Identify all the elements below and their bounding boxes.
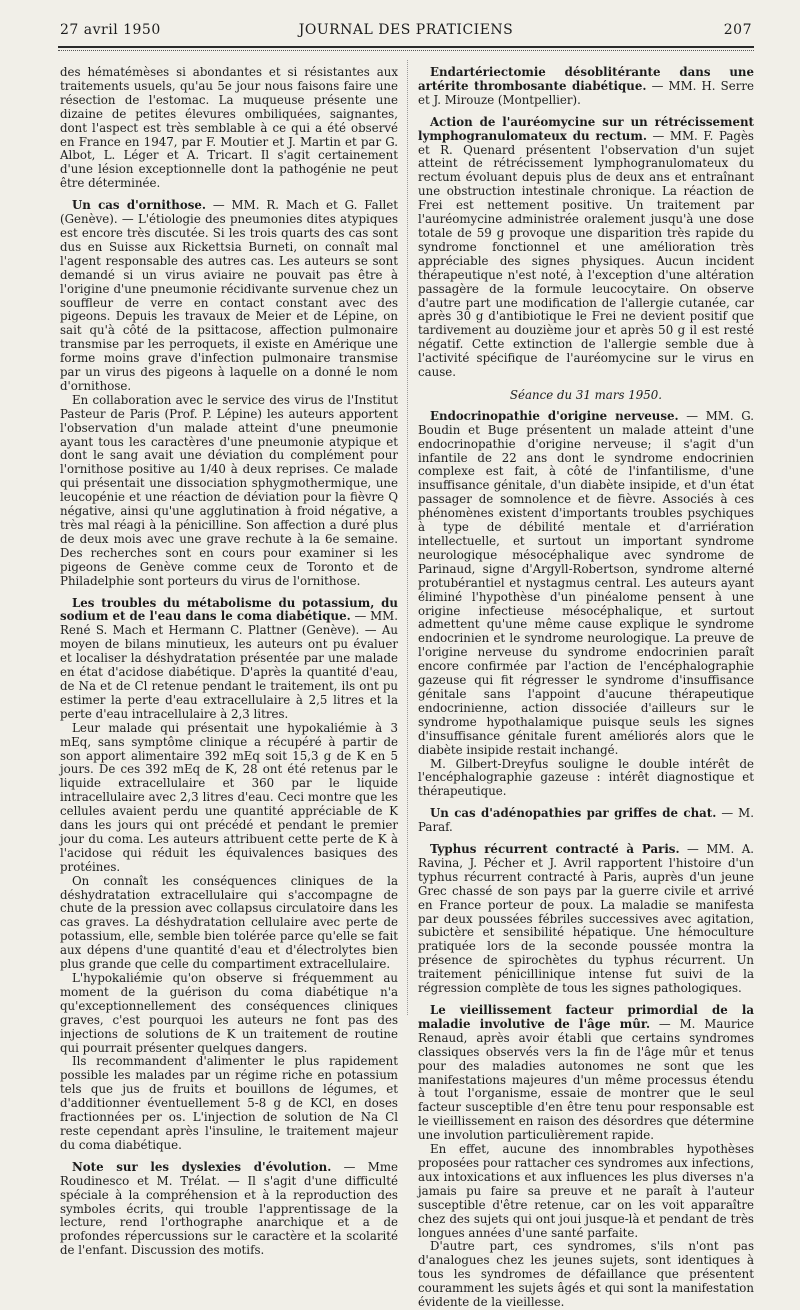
article-text: — MM. H. Serre et J. Mirouze (Montpellier). [418, 78, 754, 107]
page-number: 207 [723, 22, 752, 38]
page-header [60, 22, 752, 44]
journal-title: JOURNAL DES PRATICIENS [298, 22, 514, 38]
article-text: — MM. G. Boudin et Buge présentent un malade atteint d'une endocrinopathie d'origine nerveuse; il s'agit d'un infantile de 22 ans dont le syndrome endocrinien complexe est fait, à côté de l'infantilisme, d'une insuffisance génitale, d'un diabète insipide, et d'un état passager de somnolence et de fièvre. Associés à ces phénomènes existent d'importants troubles psychiques à type de débilité mentale et d'arriération intellectuelle, et surtout un important syndrome neurologique mésocéphalique avec syndrome de Parinaud, signe d'Argyll-Robertson, syndrome alterné protubérantiel et nystagmus central. Les auteurs ayant éliminé l'hypothèse d'un pinéalome pensent à une origine infectieuse mésocéphalique, et surtout admettent qu'une même cause explique le syndrome endocrinien et le syndrome neurologique. La preuve de l'origine nerveuse du syndrome endocrinien paraît encore confirmée par l'action de l'encéphalographie gazeuse qui fit régresser le syndrome d'insuffisance génitale sans l'appoint d'aucune thérapeutique endocrinienne, action dissociée d'ailleurs sur le syndrome hypothalamique puisque seuls les signes d'insuffisance génitale furent améliorés alors que le diabète insipide restait inchangé. [418, 408, 755, 757]
article-title: Un cas d'adénopathies par griffes de chat. [430, 806, 717, 821]
article-vieillissement [418, 1004, 754, 1143]
article-text: — MM. F. Pagès et R. Quenard présentent l'observation d'un sujet atteint de rétrécissement lymphogranulomateux du rectum évoluant depuis plus de deux ans et entraînant une obstruction intestinale chronique. La réaction de Frei est nettement positive. Un traitement par l'auréomycine administrée oralement jusqu'à une dose totale de 59 g provoque une disparition très rapide du syndrome fonctionnel et une amélioration très appréciable des signes physiques. Aucun incident thérapeutique n'est noté, à l'exception d'une altération passagère de la formule leucocytaire. On observe d'autre part une modification de l'allergie cutanée, car après 30 g d'antibiotique le Frei ne devient positif que tardivement au douzième jour et après 50 g il est resté négatif. Cette extinction de l'allergie semble due à l'activité spécifique de l'auréomycine sur le virus en cause. [418, 128, 754, 380]
article-aureomycine [418, 116, 754, 380]
article-ornithose [60, 199, 398, 394]
article-dyslexies [60, 1161, 398, 1258]
article-text: — Mme Roudinesco et M. Trélat. — Il s'agit d'une difficulté spéciale à la compréhension et à la reproduction des symboles écrits, qui trouble l'apprentissage de la lecture, rend l'orthographe anarchique et a de profondes répercussions sur le caractère et la scolarité de l'enfant. Discussion des motifs. [60, 1159, 398, 1258]
header-dotted-rule [58, 50, 754, 51]
article-title: Endocrinopathie d'origine nerveuse. [430, 408, 679, 423]
paragraph: On connaît les conséquences cliniques de la déshydratation extracellulaire qui s'accompagne de chute de la pression avec collapsus circulatoire dans les cas graves. La déshydratation cellulaire avec perte de potassium, elle, semble bien tolérée parce qu'elle se fait aux dépens d'une quantité d'eau et d'électrolytes bien plus grande que celle du compartiment extracellulaire. [60, 873, 398, 972]
article-title: Endartériectomie désoblitérante dans une artérite thrombosante diabétique. [418, 65, 754, 93]
article-title: Les troubles du métabolisme du potassium, du sodium et de l'eau dans le coma diabétique. [60, 595, 398, 624]
article-endocrinopathie [418, 410, 754, 758]
left-column [60, 66, 398, 1258]
paragraph: Ils recommandent d'alimenter le plus rapidement possible les malades par un régime riche en potassium tels que jus de fruits et bouillons de légumes, et d'additionner éventuellement 5-8 g de KCl, en doses fractionnées per os. L'injection de solution de Na Cl reste cependant après l'insuline, le traitement majeur du coma diabétique. [60, 1054, 398, 1152]
session-heading: Séance du 31 mars 1950. [509, 387, 663, 402]
paragraph: D'autre part, ces syndromes, s'ils n'ont pas d'analogues chez les jeunes sujets, sont identiques à tous les syndromes de défaillance que présentent couramment les sujets âgés et qui sont la manifestation évidente de la vieillesse. [418, 1239, 754, 1310]
article-title: Un cas d'ornithose. [72, 198, 206, 213]
header-rule [58, 46, 754, 48]
paragraph: En effet, aucune des innombrables hypothèses proposées pour rattacher ces syndromes aux infections, aux intoxications et aux influences les plus diverses n'a jamais pu faire sa preuve et ne paraît à l'auteur susceptible d'être retenue, car on les voit apparaître chez des sujets qui ont joui jusque-là et pendant de très longues années d'une santé parfaite. [418, 1142, 754, 1240]
article-text: — MM. A. Ravina, J. Pécher et J. Avril rapportent l'histoire d'un typhus récurrent contracté à Paris, auprès d'un jeune Grec chassé de son pays par la guerre civile et arrivé en France porteur de poux. La maladie se manifesta par deux poussées fébriles successives avec agitation, subictère et sensibilité hépatique. Une hémoculture pratiquée lors de la seconde poussée montra la présence de spirochètes du typhus récurrent. Un traitement pénicillinique intense fut suivi de la régression complète de tous les signes pathologiques. [418, 842, 754, 996]
issue-date: 27 avril 1950 [60, 22, 161, 38]
paragraph: En collaboration avec le service des virus de l'Institut Pasteur de Paris (Prof. P. Lépine) les auteurs apportent l'observation d'un malade atteint d'une pneumonie ayant tous les caractères d'une pneumonie atypique et dont le sang avait une déviation du complément pour l'ornithose positive au 1/40 à deux reprises. Ce malade qui présentait une dissociation sphygmothermique, une leucopénie et une réaction de déviation pour la fièvre Q négative, ainsi qu'une agglutination à froid négative, a très mal réagi à la pénicilline. Son affection a duré plus de deux mois avec une grave rechute à la 6e semaine. Des recherches sont en cours pour examiner si les pigeons de Genève comme ceux de Toronto et de Philadelphie sont porteurs du virus de l'ornithose. [60, 392, 398, 588]
article-potassium [60, 597, 398, 722]
paragraph: Leur malade qui présentait une hypokaliémie à 3 mEq, sans symptôme clinique a récupéré à partir de son apport alimentaire 392 mEq soit 15,3 g de K en 5 jours. De ces 392 mEq de K, 28 ont été retenus par le liquide extracellulaire et 360 par le liquide intracellulaire avec 2,3 litres d'eau. Ceci montre que les cellules avaient perdu une quantité appréciable de K dans les jours qui ont précédé et pendant le premier jour du coma. Les auteurs attribuent cette perte de K à l'acidose qui réduit les équivalences basiques des protéines. [60, 720, 398, 874]
article-text: — MM. R. Mach et G. Fallet (Genève). — L'étiologie des pneumonies dites atypiques est encore très discutée. Si les trois quarts des cas sont dus en Suisse aux Rickettsia Burneti, on connaît mal l'agent responsable des autres cas. Les auteurs se sont demandé si un virus aviaire ne pouvait pas être à l'origine d'une pneumonie récidivante survenue chez un souffleur de verre en contact constant avec des pigeons. Depuis les travaux de Meier et de Lépine, on sait qu'à côté de la psittacose, affection pulmonaire transmise par les perroquets, il existe en Amérique une forme moins grave d'infection pulmonaire transmise par un virus des pigeons à laquelle on a donné le nom d'ornithose. [60, 198, 398, 393]
right-column [418, 66, 754, 1310]
article-typhus [418, 843, 754, 996]
paragraph: L'hypokaliémie qu'on observe si fréquemment au moment de la guérison du coma diabétique n'a qu'exceptionnellement des conséquences cliniques graves, c'est pourquoi les auteurs ne font pas des injections de solutions de K un traitement de routine qui pourrait présenter quelques dangers. [60, 971, 398, 1055]
paragraph: M. Gilbert-Dreyfus souligne le double intérêt de l'encéphalographie gazeuse : intérêt diagnostique et thérapeutique. [418, 756, 754, 799]
paragraph: des hématémèses si abondantes et si résistantes aux traitements usuels, qu'au 5e jour nous faisons faire une résection de l'estomac. La muqueuse présente une dizaine de petites élevures ombiliquées, saignantes, dont l'aspect est très semblable à ce qui a été observé en France en 1947, par F. Moutier et J. Martin et par G. Albot, L. Léger et A. Tricart. Il s'agit certainement d'une lésion exceptionnelle dont la pathogénie ne peut être déterminée. [60, 65, 398, 191]
article-title: Typhus récurrent contracté à Paris. [430, 842, 680, 857]
article-text: — M. Maurice Renaud, après avoir établi que certains syndromes classiques observés vers la fin de l'âge mûr et tenus pour des maladies autonomes ne sont que les manifestations majeures d'un même processus étendu à tout l'organisme, essaie de montrer que le seul facteur susceptible d'en être tenu pour responsable est le vieillissement en raison des désordres que détermine une involution particulièrement rapide. [418, 1016, 754, 1143]
article-griffes-de-chat [418, 807, 754, 835]
article-endarteriectomie [418, 66, 754, 108]
article-title: Note sur les dyslexies d'évolution. [72, 1159, 332, 1174]
article-text: — M. Paraf. [418, 806, 754, 835]
article-title: Action de l'auréomycine sur un rétrécissement lymphogranulomateux du rectum. [418, 114, 754, 143]
article-title: Le vieillissement facteur primordial de la maladie involutive de l'âge mûr. [418, 1003, 754, 1031]
column-divider [407, 60, 408, 1015]
article-text: — MM. René S. Mach et Hermann C. Plattner (Genève). — Au moyen de bilans minutieux, les auteurs ont pu évaluer et localiser la déshydratation présentée par une malade en état d'acidose diabétique. D'après la quantité d'eau, de Na et de Cl retenue pendant le traitement, ils ont pu estimer la perte d'eau extracellulaire à 2,5 litres et la perte d'eau intracellulaire à 2,3 litres. [60, 609, 398, 721]
